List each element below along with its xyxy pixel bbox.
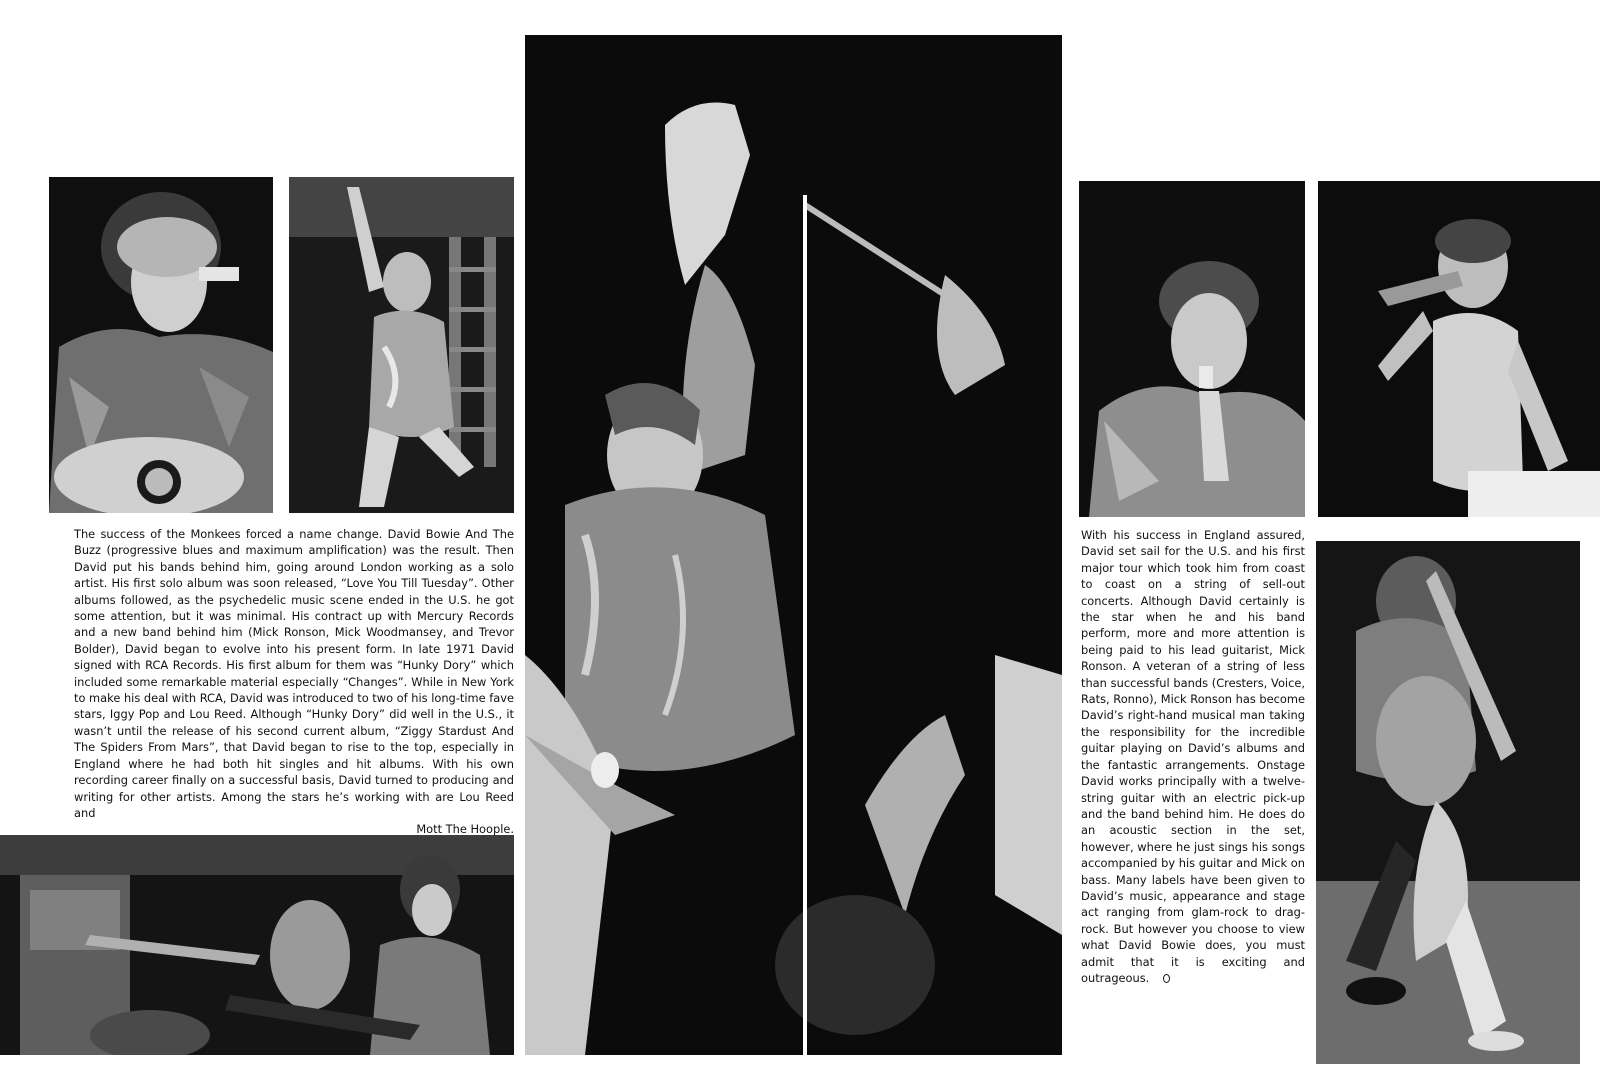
right-article-text	[1081, 527, 1305, 986]
photo-shirtless-singer	[1318, 181, 1600, 517]
end-of-article-mark	[1163, 974, 1170, 983]
photo-performer-arm-raised	[289, 177, 514, 513]
photo-band-on-stage	[0, 835, 514, 1055]
photo-singer-with-guitar	[49, 177, 273, 513]
left-article-text	[74, 526, 514, 838]
right-article-paragraph: With his success in England assured, David set sail for the U.S. and his first major tour which took him from coast to coast on a string of sell-out concerts. Although David certainly is the star when he and his band perform, more and more attention is being paid to his lead guitarist, Mick Ronson. A veteran of a string of less than successful bands (Cresters, Voice, Rats, Ronno), Mick Ronson has become David’s right-hand musical man taking the responsibility for the incredible guitar playing on David’s albums and the fantastic arrangements. Onstage David works principally with a twelve-string guitar with an electric pick-up and the band behind him. He does do an acoustic section in the set, however, where he just sings his songs accompanied by his guitar and Mick on bass. Many labels have been given to David’s music, appearance and stage act ranging from glam-rock to drag-rock. But however you choose to view what David Bowie does, you must admit that it is exciting and outrageous.	[1081, 528, 1305, 985]
photo-guitarist-and-kneeling-performer	[1316, 541, 1580, 1064]
left-article-last-line: Mott The Hoople.	[416, 822, 514, 837]
photo-concert-crowd-center	[525, 35, 1062, 1055]
left-article-paragraph: The success of the Monkees forced a name change. David Bowie And The Buzz (progressive blues and maximum amplification) was the result. Then David put his bands behind him, going around London working as a solo artist. His first solo album was soon released, “Love You Till Tuesday”. Other albums followed, as the psychedelic music scene ended in the U.S. he got some attention, but it was minimal. His contract up with Mercury Records and a new band behind him (Mick Ronson, Mick Woodmansey, and Trevor Bolder), David began to evolve into his present form. In late 1971 David signed with RCA Records. His first album for them was “Hunky Dory” which included some remarkable material especially “Changes”. While in New York to make his deal with RCA, David was introduced to two of his long-time fave stars, Iggy Pop and Lou Reed. Although “Hunky Dory” did well in the U.S., it wasn’t until the release of his second current album, “Ziggy Stardust And The Spiders From Mars”, that David began to rise to the top, especially in England where he had both hit singles and hit albums. With his own recording career finally on a successful basis, David turned to producing and writing for other artists. Among the stars he’s working with are Lou Reed and	[74, 527, 514, 820]
photo-singer-at-microphone	[1079, 181, 1305, 517]
